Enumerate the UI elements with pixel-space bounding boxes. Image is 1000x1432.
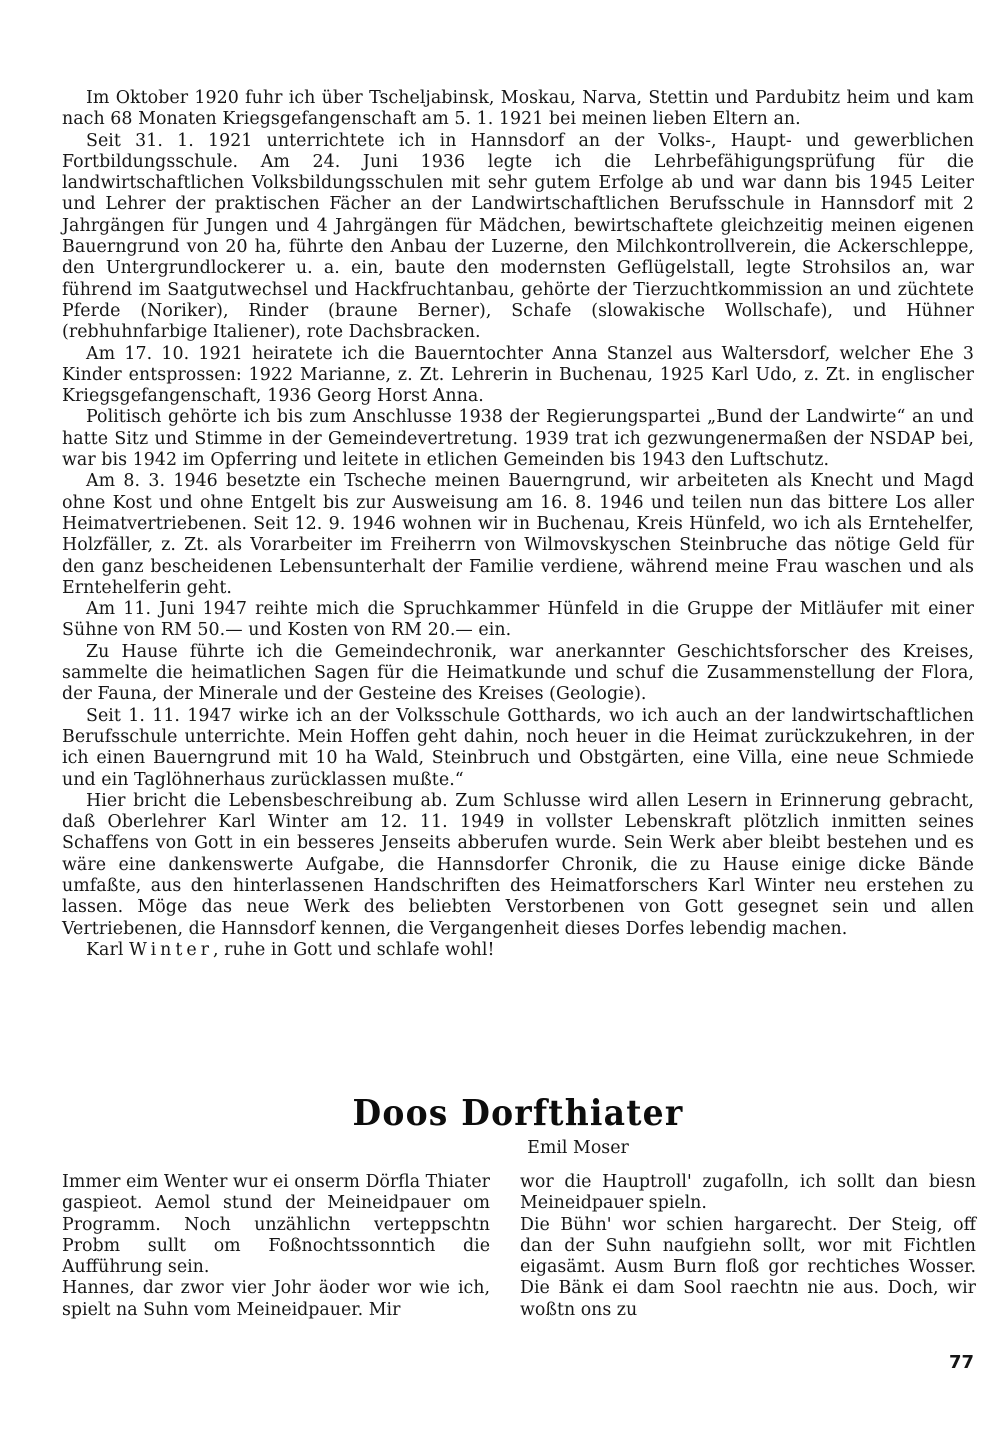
article-column-right <box>520 1172 976 1321</box>
bio-paragraph: Im Oktober 1920 fuhr ich über Tscheljabinsk, Moskau, Narva, Stettin und Pardubitz heim und kam nach 68 Monaten Kriegsgefangenschaft am 5. 1. 1921 bei meinen lieben Eltern an. <box>62 88 974 130</box>
article-paragraph: wor die Hauptroll' zugafolln, ich sollt dan biesn Meineidpauer spieln. <box>520 1172 976 1214</box>
bio-paragraph: Seit 1. 11. 1947 wirke ich an der Volksschule Gotthards, wo ich auch an der landwirtschaftlichen Berufsschule unterrichte. Mein Hoffen geht dahin, noch heuer in die Heimat zurückzukehren, in der ich einen Bauerngrund mit 10 ha Wald, Steinbruch und Obstgärten, eine Villa, eine neue Schmiede und ein Taglöhnerhaus zurücklassen mußte.“ <box>62 705 974 790</box>
article-column-left <box>62 1172 490 1321</box>
article-paragraph: Immer eim Wenter wur ei onserm Dörfla Thiater gaspieot. Aemol stund der Meineidpauer om Programm. Noch unzählichn verteppschtn Probm sullt om Foßnochtssonntich die Aufführung sein. <box>62 1172 490 1278</box>
biography-text <box>62 88 974 961</box>
closing-suffix: , ruhe in Gott und schlafe wohl! <box>212 939 495 960</box>
bio-paragraph: Politisch gehörte ich bis zum Anschlusse 1938 der Regierungspartei „Bund der Landwirte“ an und hatte Sitz und Stimme in der Gemeindevertretung. 1939 trat ich gezwungenermaßen der NSDAP bei, war bis 1942 im Opferring und leitete in etlichen Gemeinden bis 1943 den Luftschutz. <box>62 407 974 471</box>
article-author: Emil Moser <box>527 1138 629 1158</box>
bio-paragraph: Am 17. 10. 1921 heiratete ich die Bauerntochter Anna Stanzel aus Waltersdorf, welcher Ehe 3 Kinder entsprossen: 1922 Marianne, z. Zt. Lehrerin in Buchenau, 1925 Karl Udo, z. Zt. in englischer Kriegsgefangenschaft, 1936 Georg Horst Anna. <box>62 343 974 407</box>
bio-closing <box>62 940 974 961</box>
article-paragraph: Die Bühn' wor schien hargarecht. Der Steig, off dan der Suhn naufgiehn sollt, wor mit Fichtlen eigasämt. Ausm Burn floß gor rechtiches Wosser. Die Bänk ei dam Sool raechtn nie aus. Doch, wir woßtn ons zu <box>520 1214 976 1320</box>
article-title-wrap <box>62 1093 974 1133</box>
bio-paragraph: Am 8. 3. 1946 besetzte ein Tscheche meinen Bauerngrund, wir arbeiteten als Knecht und Magd ohne Kost und ohne Entgelt bis zur Ausweisung am 16. 8. 1946 und teilen nun das bittere Los aller Heimatvertriebenen. Seit 12. 9. 1946 wohnen wir in Buchenau, Kreis Hünfeld, wo ich als Erntehelfer, Holzfäller, z. Zt. als Vorarbeiter im Freiherrn von Wilmovskyschen Steinbruche das nötige Geld für den ganz bescheidenen Lebensunterhalt der Familie verdiene, während meine Frau waschen und als Erntehelferin geht. <box>62 471 974 598</box>
bio-paragraph: Am 11. Juni 1947 reihte mich die Spruchkammer Hünfeld in die Gruppe der Mitläufer mit einer Sühne von RM 50.— und Kosten von RM 20.— ein. <box>62 599 974 641</box>
bio-paragraph: Hier bricht die Lebensbeschreibung ab. Zum Schlusse wird allen Lesern in Erinnerung gebracht, daß Oberlehrer Karl Winter am 12. 11. 1949 in vollster Lebenskraft plötzlich inmitten seines Schaffens von Gott in ein besseres Jenseits abberufen wurde. Sein Werk aber bleibt bestehen und es wäre eine dankenswerte Aufgabe, die Hannsdorfer Chronik, die zu Hause einige dicke Bände umfaßte, aus den hinterlassenen Handschriften des Heimatforschers Karl Winter neu erstehen zu lassen. Möge das neue Werk des beliebten Verstorbenen von Gott gesegnet sein und allen Vertriebenen, die Hannsdorf kennen, die Vergangenheit dieses Dorfes lebendig machen. <box>62 790 974 939</box>
bio-paragraph: Seit 31. 1. 1921 unterrichtete ich in Hannsdorf an der Volks-, Haupt- und gewerblichen Fortbildungsschule. Am 24. Juni 1936 legte ich die Lehrbefähigungsprüfung für die landwirtschaftlichen Volksbildungsschulen mit sehr gutem Erfolge ab und war dann bis 1945 Leiter und Lehrer der praktischen Fächer an der Landwirtschaftlichen Berufsschule in Hannsdorf mit 2 Jahrgängen für Jungen und 4 Jahrgängen für Mädchen, bewirtschaftete gleichzeitig meinen eigenen Bauerngrund von 20 ha, führte den Anbau der Luzerne, den Milchkontrollverein, die Ackerschleppe, den Untergrundlockerer u. a. ein, baute den modernsten Geflügelstall, legte Strohsilos an, war führend im Saatgutwechsel und Hackfruchtanbau, gehörte der Tierzuchtkommission an und züchtete Pferde (Noriker), Rinder (braune Berner), Schafe (slowakische Wollschafe), und Hühner (rebhuhnfarbige Italiener), rote Dachsbracken. <box>62 130 974 343</box>
article-paragraph: Hannes, dar zwor vier Johr äoder wor wie ich, spielt na Suhn vom Meineidpauer. Mir <box>62 1278 490 1320</box>
closing-prefix: Karl <box>86 939 130 960</box>
closing-name: Winter <box>129 939 213 960</box>
page-content <box>62 88 976 1320</box>
page-number: 77 <box>948 1352 974 1373</box>
bio-paragraph: Zu Hause führte ich die Gemeindechronik, war anerkannter Geschichtsforscher des Kreises, sammelte die heimatlichen Sagen für die Heimatkunde und schuf die Zusammenstellung der Flora, der Fauna, der Minerale und der Gesteine des Kreises (Geologie). <box>62 641 974 705</box>
article-title: Doos Dorfthiater <box>352 1091 684 1134</box>
